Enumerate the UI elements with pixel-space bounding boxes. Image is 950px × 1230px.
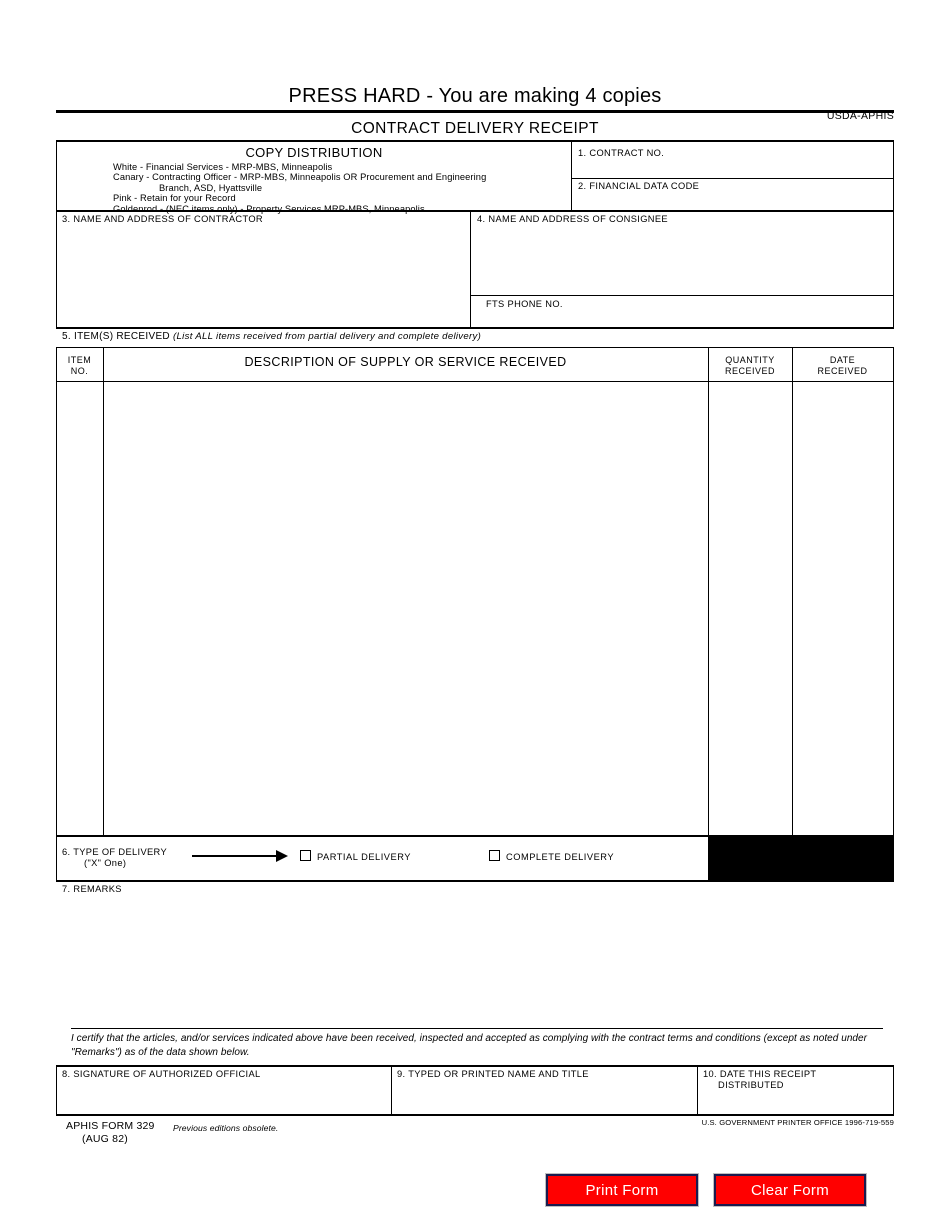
col-header-item-no-line1: ITEM (67, 355, 92, 365)
date-distributed-input[interactable] (701, 1092, 891, 1112)
date-distributed-label-line2: DISTRIBUTED (718, 1080, 784, 1090)
sig-right-border (893, 1065, 894, 1116)
copydist-right-divider (571, 140, 572, 212)
col-header-quantity (708, 355, 792, 376)
items-received-header (62, 331, 481, 342)
black-redaction-box (708, 836, 894, 881)
col-header-item-no-line2: NO. (70, 365, 89, 376)
copy-distribution-lines (113, 162, 486, 214)
block-left-border-top (56, 140, 57, 212)
certification-line2: (except as noted under "Remarks") as of the data shown below. (71, 1033, 868, 1058)
contract-no-input[interactable] (575, 158, 890, 176)
fts-phone-input[interactable] (474, 309, 890, 325)
financial-data-code-label: 2. FINANCIAL DATA CODE (578, 181, 700, 191)
clear-form-button[interactable]: Clear Form (714, 1174, 866, 1206)
sig-bottom-rule (56, 1114, 894, 1116)
consignee-fts-divider (470, 295, 894, 296)
certification-statement (71, 1032, 871, 1059)
type-of-delivery-label (62, 847, 167, 869)
print-form-button[interactable]: Print Form (546, 1174, 698, 1206)
contract-financial-divider (571, 178, 894, 179)
table-body-quantity-input[interactable] (709, 382, 791, 834)
block-top-border (56, 140, 894, 142)
press-hard-notice: PRESS HARD - You are making 4 copies (288, 85, 662, 107)
col-header-quantity-line2: RECEIVED (724, 365, 775, 376)
copy-line-canary-cont: Branch, ASD, Hyattsville (159, 182, 263, 193)
certification-bottom-rule (56, 1065, 894, 1067)
remarks-input[interactable] (60, 896, 892, 1024)
signature-input[interactable] (60, 1080, 388, 1112)
col-header-description: DESCRIPTION OF SUPPLY OR SERVICE RECEIVED (244, 355, 567, 369)
type-of-delivery-title: 6. TYPE OF DELIVERY (62, 847, 167, 857)
addr-block-bottom-border (56, 327, 894, 329)
sig-name-divider (391, 1065, 392, 1116)
table-right-border (893, 347, 894, 836)
copy-distribution-title: COPY DISTRIBUTION (245, 145, 383, 160)
table-body-date-input[interactable] (793, 382, 892, 834)
complete-delivery-label: COMPLETE DELIVERY (506, 852, 615, 862)
col-header-item-no (56, 355, 103, 376)
block-left-border-addr (56, 210, 57, 328)
col-header-quantity-line1: QUANTITY (725, 355, 775, 365)
previous-editions-note: Previous editions obsolete. (173, 1123, 279, 1133)
items-received-instruction: (List ALL items received from partial delivery and complete delivery) (173, 331, 482, 342)
copy-line-white: White - Financial Services - MRP-MBS, Minneapolis (113, 162, 333, 172)
copy-line-goldenrod: Goldenrod - (NEC items only) - Property Services MRP-MBS, Minneapolis (113, 203, 425, 214)
complete-delivery-checkbox[interactable] (489, 850, 500, 861)
typed-name-input[interactable] (395, 1080, 695, 1112)
consignee-input[interactable] (474, 226, 890, 292)
consignee-label: 4. NAME AND ADDRESS OF CONSIGNEE (477, 214, 668, 224)
sig-date-divider (697, 1065, 698, 1116)
form-number: APHIS FORM 329 (66, 1120, 155, 1132)
fts-phone-label: FTS PHONE NO. (486, 299, 563, 309)
copy-line-canary: Canary - Contracting Officer - MRP-MBS, Minneapolis OR Procurement and Engineering (113, 172, 487, 183)
date-distributed-label-line1: 10. DATE THIS RECEIPT (703, 1069, 817, 1079)
contractor-consignee-divider (470, 210, 471, 328)
table-body-item-no-input[interactable] (57, 382, 102, 834)
certification-line1: I certify that the articles, and/or services indicated above have been received, inspected and accepted as complying with the contract terms and conditions (71, 1033, 761, 1044)
block-right-border-top (893, 140, 894, 212)
agency-label: USDA-APHIS (826, 110, 894, 122)
document-title: CONTRACT DELIVERY RECEIPT (351, 120, 599, 137)
signature-label: 8. SIGNATURE OF AUTHORIZED OFFICIAL (62, 1069, 261, 1079)
remarks-label: 7. REMARKS (62, 884, 122, 894)
contractor-input[interactable] (60, 226, 466, 324)
gpo-imprint: U.S. GOVERNMENT PRINTER OFFICE 1996-719-559 (701, 1118, 894, 1127)
pointer-arrow-icon (192, 850, 292, 862)
block-right-border-addr (893, 210, 894, 328)
form-number-block (66, 1120, 155, 1146)
partial-delivery-label: PARTIAL DELIVERY (317, 852, 411, 862)
col-header-date-line1: DATE (829, 355, 856, 365)
form-date: (AUG 82) (82, 1133, 128, 1145)
certification-top-rule (71, 1028, 883, 1029)
partial-delivery-checkbox[interactable] (300, 850, 311, 861)
type-of-delivery-sublabel: ("X" One) (84, 858, 127, 868)
financial-data-code-input[interactable] (575, 191, 890, 208)
header-rule (56, 110, 894, 113)
sig-left-border (56, 1065, 57, 1116)
sec6-left-border (56, 835, 57, 881)
col-header-date-line2: RECEIVED (817, 365, 868, 376)
typed-name-label: 9. TYPED OR PRINTED NAME AND TITLE (397, 1069, 589, 1079)
items-received-label: 5. ITEM(S) RECEIVED (62, 331, 170, 342)
col-header-date (792, 355, 893, 376)
contractor-label: 3. NAME AND ADDRESS OF CONTRACTOR (62, 214, 263, 224)
sec5-bottom-rule (56, 347, 894, 348)
contract-no-label: 1. CONTRACT NO. (578, 148, 665, 158)
table-body-description-input[interactable] (104, 382, 707, 834)
copy-line-pink: Pink - Retain for your Record (113, 193, 236, 204)
